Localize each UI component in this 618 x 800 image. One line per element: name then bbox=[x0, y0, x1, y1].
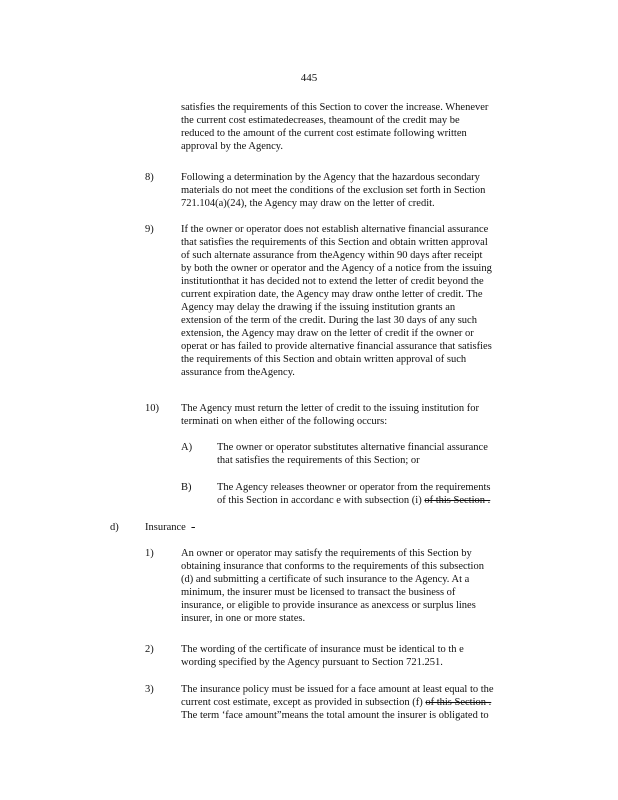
text-line: operat or has failed to provide alternative financial assurance that satisfies bbox=[181, 341, 492, 352]
item-8-text bbox=[181, 171, 541, 210]
text-line: The owner or operator substitutes alternative financial assurance bbox=[217, 442, 488, 453]
text-segment: current cost estimate, except as provided in subsection (f) bbox=[181, 697, 426, 708]
text-line: The insurance policy must be issued for a face amount at least equal to the bbox=[181, 684, 494, 695]
text-line: institutionthat it has decided not to extend the letter of credit beyond the bbox=[181, 276, 484, 287]
section-d-heading bbox=[145, 521, 195, 534]
text-line: the requirements of this Section and obtain written approval of such bbox=[181, 354, 467, 365]
item-10-a-label: A) bbox=[181, 442, 193, 453]
text-line: wording specified by the Agency pursuant to Section 721.251. bbox=[181, 657, 443, 668]
text-line: 721.104(a)(24), the Agency may draw on the letter of credit. bbox=[181, 198, 435, 209]
item-d1-text bbox=[181, 547, 541, 625]
text-line: The Agency releases theowner or operator from the requirements bbox=[217, 482, 491, 493]
text-line: approval by the Agency. bbox=[181, 141, 283, 152]
text-line: The term ‘face amount”means the total amount the insurer is obligated to bbox=[181, 710, 489, 721]
item-d3-text bbox=[181, 683, 541, 722]
text-line: extension of the term of the credit. During the last 30 days of any such bbox=[181, 315, 477, 326]
text-line: Agency may delay the drawing if the issuing institution grants an bbox=[181, 302, 456, 313]
text-line: satisfies the requirements of this Section to cover the increase. Whenever bbox=[181, 102, 489, 113]
item-9-label: 9) bbox=[145, 224, 154, 235]
item-d1-label: 1) bbox=[145, 548, 154, 559]
text-line: insurer, in one or more states. bbox=[181, 613, 306, 624]
text-line bbox=[217, 494, 542, 507]
text-segment: of this Section in accordanc e with subsection (i) bbox=[217, 495, 425, 506]
text-line: minimum, the insurer must be licensed to transact the business of bbox=[181, 587, 456, 598]
text-line: materials do not meet the conditions of the exclusion set forth in Section bbox=[181, 185, 486, 196]
item-10-b-text bbox=[217, 481, 542, 507]
item-d2-label: 2) bbox=[145, 644, 154, 655]
text-line: reduced to the amount of the current cost estimate following written bbox=[181, 128, 467, 139]
text-line: of such alternate assurance from theAgency within 90 days after receipt bbox=[181, 250, 483, 261]
text-line bbox=[181, 696, 541, 709]
text-line: The wording of the certificate of insurance must be identical to th e bbox=[181, 644, 464, 655]
continuation-paragraph bbox=[181, 101, 541, 153]
text-line: The Agency must return the letter of credit to the issuing institution for bbox=[181, 403, 480, 414]
heading-mark: - bbox=[191, 522, 195, 533]
text-line: current expiration date, the Agency may draw onthe letter of credit. The bbox=[181, 289, 483, 300]
item-d2-text bbox=[181, 643, 541, 669]
item-9-text bbox=[181, 223, 541, 379]
struck-text: of this Section . bbox=[424, 495, 491, 506]
item-10-a-text bbox=[217, 441, 542, 467]
page-number: 445 bbox=[300, 72, 318, 84]
text-line: extension, the Agency may draw on the letter of credit if the owner or bbox=[181, 328, 474, 339]
text-line: terminati on when either of the following occurs: bbox=[181, 416, 388, 427]
text-line: insurance, or eligible to provide insurance as anexcess or surplus lines bbox=[181, 600, 476, 611]
item-10-b-label: B) bbox=[181, 482, 192, 493]
text-line: (d) and submitting a certificate of such insurance to the Agency. At a bbox=[181, 574, 470, 585]
text-line: that satisfies the requirements of this Section; or bbox=[217, 455, 420, 466]
struck-text: of this Section . bbox=[425, 697, 492, 708]
text-line: If the owner or operator does not establish alternative financial assurance bbox=[181, 224, 489, 235]
item-8-label: 8) bbox=[145, 172, 154, 183]
item-d3-label: 3) bbox=[145, 684, 154, 695]
text-line: assurance from theAgency. bbox=[181, 367, 295, 378]
text-line: obtaining insurance that conforms to the requirements of this subsection bbox=[181, 561, 484, 572]
heading-text: Insurance bbox=[145, 522, 186, 533]
item-10-text bbox=[181, 402, 541, 428]
text-line: that satisfies the requirements of this Section and obtain written approval bbox=[181, 237, 488, 248]
item-10-label: 10) bbox=[145, 403, 159, 414]
text-line: the current cost estimatedecreases, theamount of the credit may be bbox=[181, 115, 460, 126]
section-d-label: d) bbox=[110, 522, 119, 533]
text-line: Following a determination by the Agency that the hazardous secondary bbox=[181, 172, 480, 183]
text-line: An owner or operator may satisfy the requirements of this Section by bbox=[181, 548, 472, 559]
text-line: by both the owner or operator and the Agency of a notice from the issuing bbox=[181, 263, 492, 274]
